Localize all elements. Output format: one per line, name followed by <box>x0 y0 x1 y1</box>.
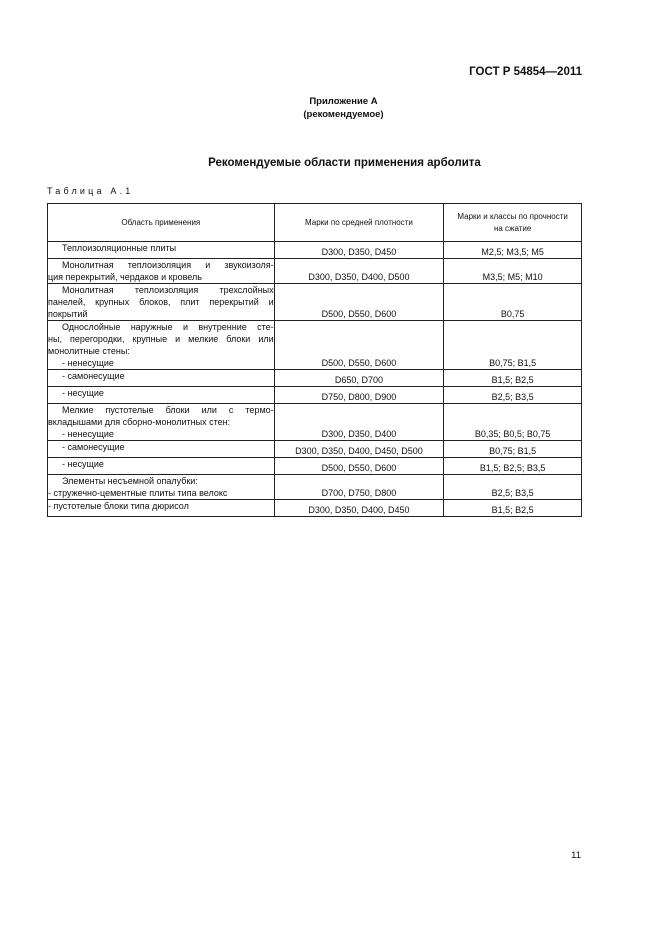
table-row <box>48 284 582 321</box>
area-subitem: - стружечно-цементные плиты типа велокс <box>48 488 228 498</box>
annex-title: Приложение А <box>309 96 378 107</box>
page-number: 11 <box>571 850 581 861</box>
cell-density: D300, D350, D400, D450 <box>274 500 444 517</box>
cell-area <box>48 259 275 284</box>
area-subitem: - ненесущие <box>62 429 114 439</box>
cell-strength: B1,5; B2,5 <box>444 500 582 517</box>
table-row <box>48 500 582 517</box>
cell-density: D300, D350, D400 <box>274 404 444 441</box>
cell-strength: B0,75; B1,5 <box>444 321 582 370</box>
cell-area <box>48 321 275 370</box>
area-subitem: - несущие <box>62 388 104 398</box>
cell-strength: B2,5; B3,5 <box>444 475 582 500</box>
area-subitem: - самонесущие <box>62 371 125 381</box>
area-subitem: - пустотелые блоки типа дюрисол <box>48 501 189 511</box>
cell-density: D500, D550, D600 <box>274 284 444 321</box>
standard-number: ГОСТ Р 54854—2011 <box>469 66 582 78</box>
cell-density: D750, D800, D900 <box>274 387 444 404</box>
cell-strength: M3,5; M5; M10 <box>444 259 582 284</box>
area-text: вкладышами для сборно-монолитных стен: <box>48 417 231 427</box>
header-density: Марки по средней плотности <box>274 204 444 242</box>
cell-area <box>48 404 275 441</box>
area-text: Теплоизоляционные плиты <box>62 243 177 253</box>
table-title: Рекомендуемые области применения арболита <box>208 157 481 169</box>
cell-strength: B1,5; B2,5; B3,5 <box>444 458 582 475</box>
area-text: Монолитная теплоизоляция трехслойных <box>62 285 274 295</box>
table-row <box>48 404 582 441</box>
area-text: ция перекрытий, чердаков и кровель <box>48 272 202 282</box>
area-text: монолитные стены: <box>48 346 130 356</box>
cell-strength: B1,5; B2,5 <box>444 370 582 387</box>
cell-area <box>48 242 275 259</box>
cell-density: D650, D700 <box>274 370 444 387</box>
cell-density: D300, D350, D400, D500 <box>274 259 444 284</box>
table-row <box>48 387 582 404</box>
area-text: Монолитная теплоизоляция и звукоизоля- <box>62 260 274 270</box>
header-strength-line1: Марки и классы по прочности <box>457 211 568 221</box>
table-label: Таблица А.1 <box>47 186 134 196</box>
cell-strength: B0,35; B0,5; B0,75 <box>444 404 582 441</box>
header-area: Область применения <box>48 204 275 242</box>
cell-area <box>48 284 275 321</box>
cell-density: D700, D750, D800 <box>274 475 444 500</box>
cell-strength: M2,5; M3,5; M5 <box>444 242 582 259</box>
cell-area <box>48 370 275 387</box>
table-row <box>48 321 582 370</box>
header-strength <box>444 204 582 242</box>
area-text: покрытий <box>48 309 88 319</box>
area-text: панелей, крупных блоков, плит перекрытий и <box>48 297 274 307</box>
cell-area <box>48 475 275 500</box>
cell-density: D500, D550, D600 <box>274 458 444 475</box>
cell-area <box>48 441 275 458</box>
cell-area <box>48 500 275 517</box>
cell-area <box>48 387 275 404</box>
annex-heading <box>0 95 661 121</box>
table-row <box>48 370 582 387</box>
area-subitem: - несущие <box>62 459 104 469</box>
area-subitem: - самонесущие <box>62 442 125 452</box>
cell-density: D500, D550, D600 <box>274 321 444 370</box>
annex-status: (рекомендуемое) <box>303 109 384 120</box>
table-header-row <box>48 204 582 242</box>
cell-strength: B0,75; B1,5 <box>444 441 582 458</box>
table-row <box>48 458 582 475</box>
table-row <box>48 441 582 458</box>
area-subitem: - ненесущие <box>62 358 114 368</box>
area-text: Элементы несъемной опалубки: <box>62 476 198 486</box>
cell-strength: B2,5; B3,5 <box>444 387 582 404</box>
application-table <box>47 203 582 517</box>
area-text: ны, перегородки, крупные и мелкие блоки или <box>48 334 274 344</box>
area-text: Однослойные наружные и внутренние сте- <box>62 322 274 332</box>
table-row <box>48 475 582 500</box>
cell-strength: B0,75 <box>444 284 582 321</box>
header-strength-line2: на сжатие <box>493 223 532 233</box>
cell-density: D300, D350, D400, D450, D500 <box>274 441 444 458</box>
cell-density: D300, D350, D450 <box>274 242 444 259</box>
table-row <box>48 259 582 284</box>
area-text: Мелкие пустотелые блоки или с термо- <box>62 405 274 415</box>
table-row <box>48 242 582 259</box>
cell-area <box>48 458 275 475</box>
